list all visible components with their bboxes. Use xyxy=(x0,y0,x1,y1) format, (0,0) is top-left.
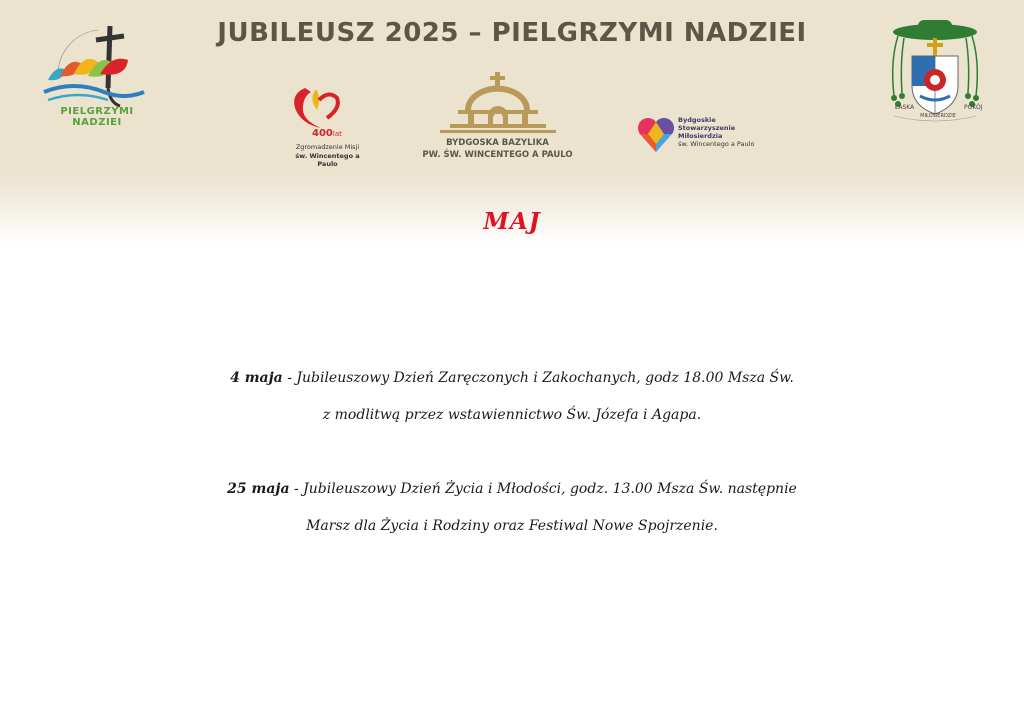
mission-line2: św. Wincentego a Paulo xyxy=(295,152,360,168)
events-list xyxy=(0,360,1024,582)
basilica-icon xyxy=(410,70,585,136)
month-heading: MAJ xyxy=(483,208,541,235)
event-line1 xyxy=(0,471,1024,508)
motto-left: ŁASKA xyxy=(895,104,915,111)
motto-right: POKÓJ xyxy=(964,104,983,111)
event-item xyxy=(0,471,1024,545)
mission-line1: Zgromadzenie Misji xyxy=(295,143,360,151)
event-date: 25 maja xyxy=(227,481,290,497)
heart-flame-icon xyxy=(285,80,365,130)
event-description: - Jubileuszowy Dzień Zaręczonych i Zakochanych, godz 18.00 Msza Św. xyxy=(282,370,794,386)
event-line2: z modlitwą przez wstawiennictwo Św. Józefa i Agapa. xyxy=(322,407,702,423)
event-description: - Jubileuszowy Dzień Życia i Młodości, godz. 13.00 Msza Św. następnie xyxy=(289,481,797,497)
jubilee-logo-text: PIELGRZYMI NADZIEI xyxy=(60,106,134,128)
basilica-logo xyxy=(410,70,585,165)
colorful-heart-icon xyxy=(636,112,676,156)
event-item xyxy=(0,360,1024,434)
event-line1 xyxy=(0,360,1024,397)
mission-400-logo xyxy=(285,80,365,168)
mercy-association-logo xyxy=(636,112,786,162)
basilica-subtitle: PW. ŚW. WINCENTEGO A PAULO xyxy=(422,150,573,160)
page-title: JUBILEUSZ 2025 – PIELGRZYMI NADZIEI xyxy=(217,18,807,48)
motto-center: MIŁOSIERDZIE xyxy=(920,113,956,119)
basilica-name: BYDGOSKA BAZYLIKA xyxy=(446,138,549,148)
event-date: 4 maja xyxy=(230,370,283,386)
mission-years: 400lat xyxy=(312,128,342,139)
event-line2: Marsz dla Życia i Rodziny oraz Festiwal Nowe Spojrzenie. xyxy=(306,518,718,534)
mercy-association-text: Bydgoskie Stowarzyszenie Miłosierdzia św. Wincentego a Paulo xyxy=(678,116,755,148)
